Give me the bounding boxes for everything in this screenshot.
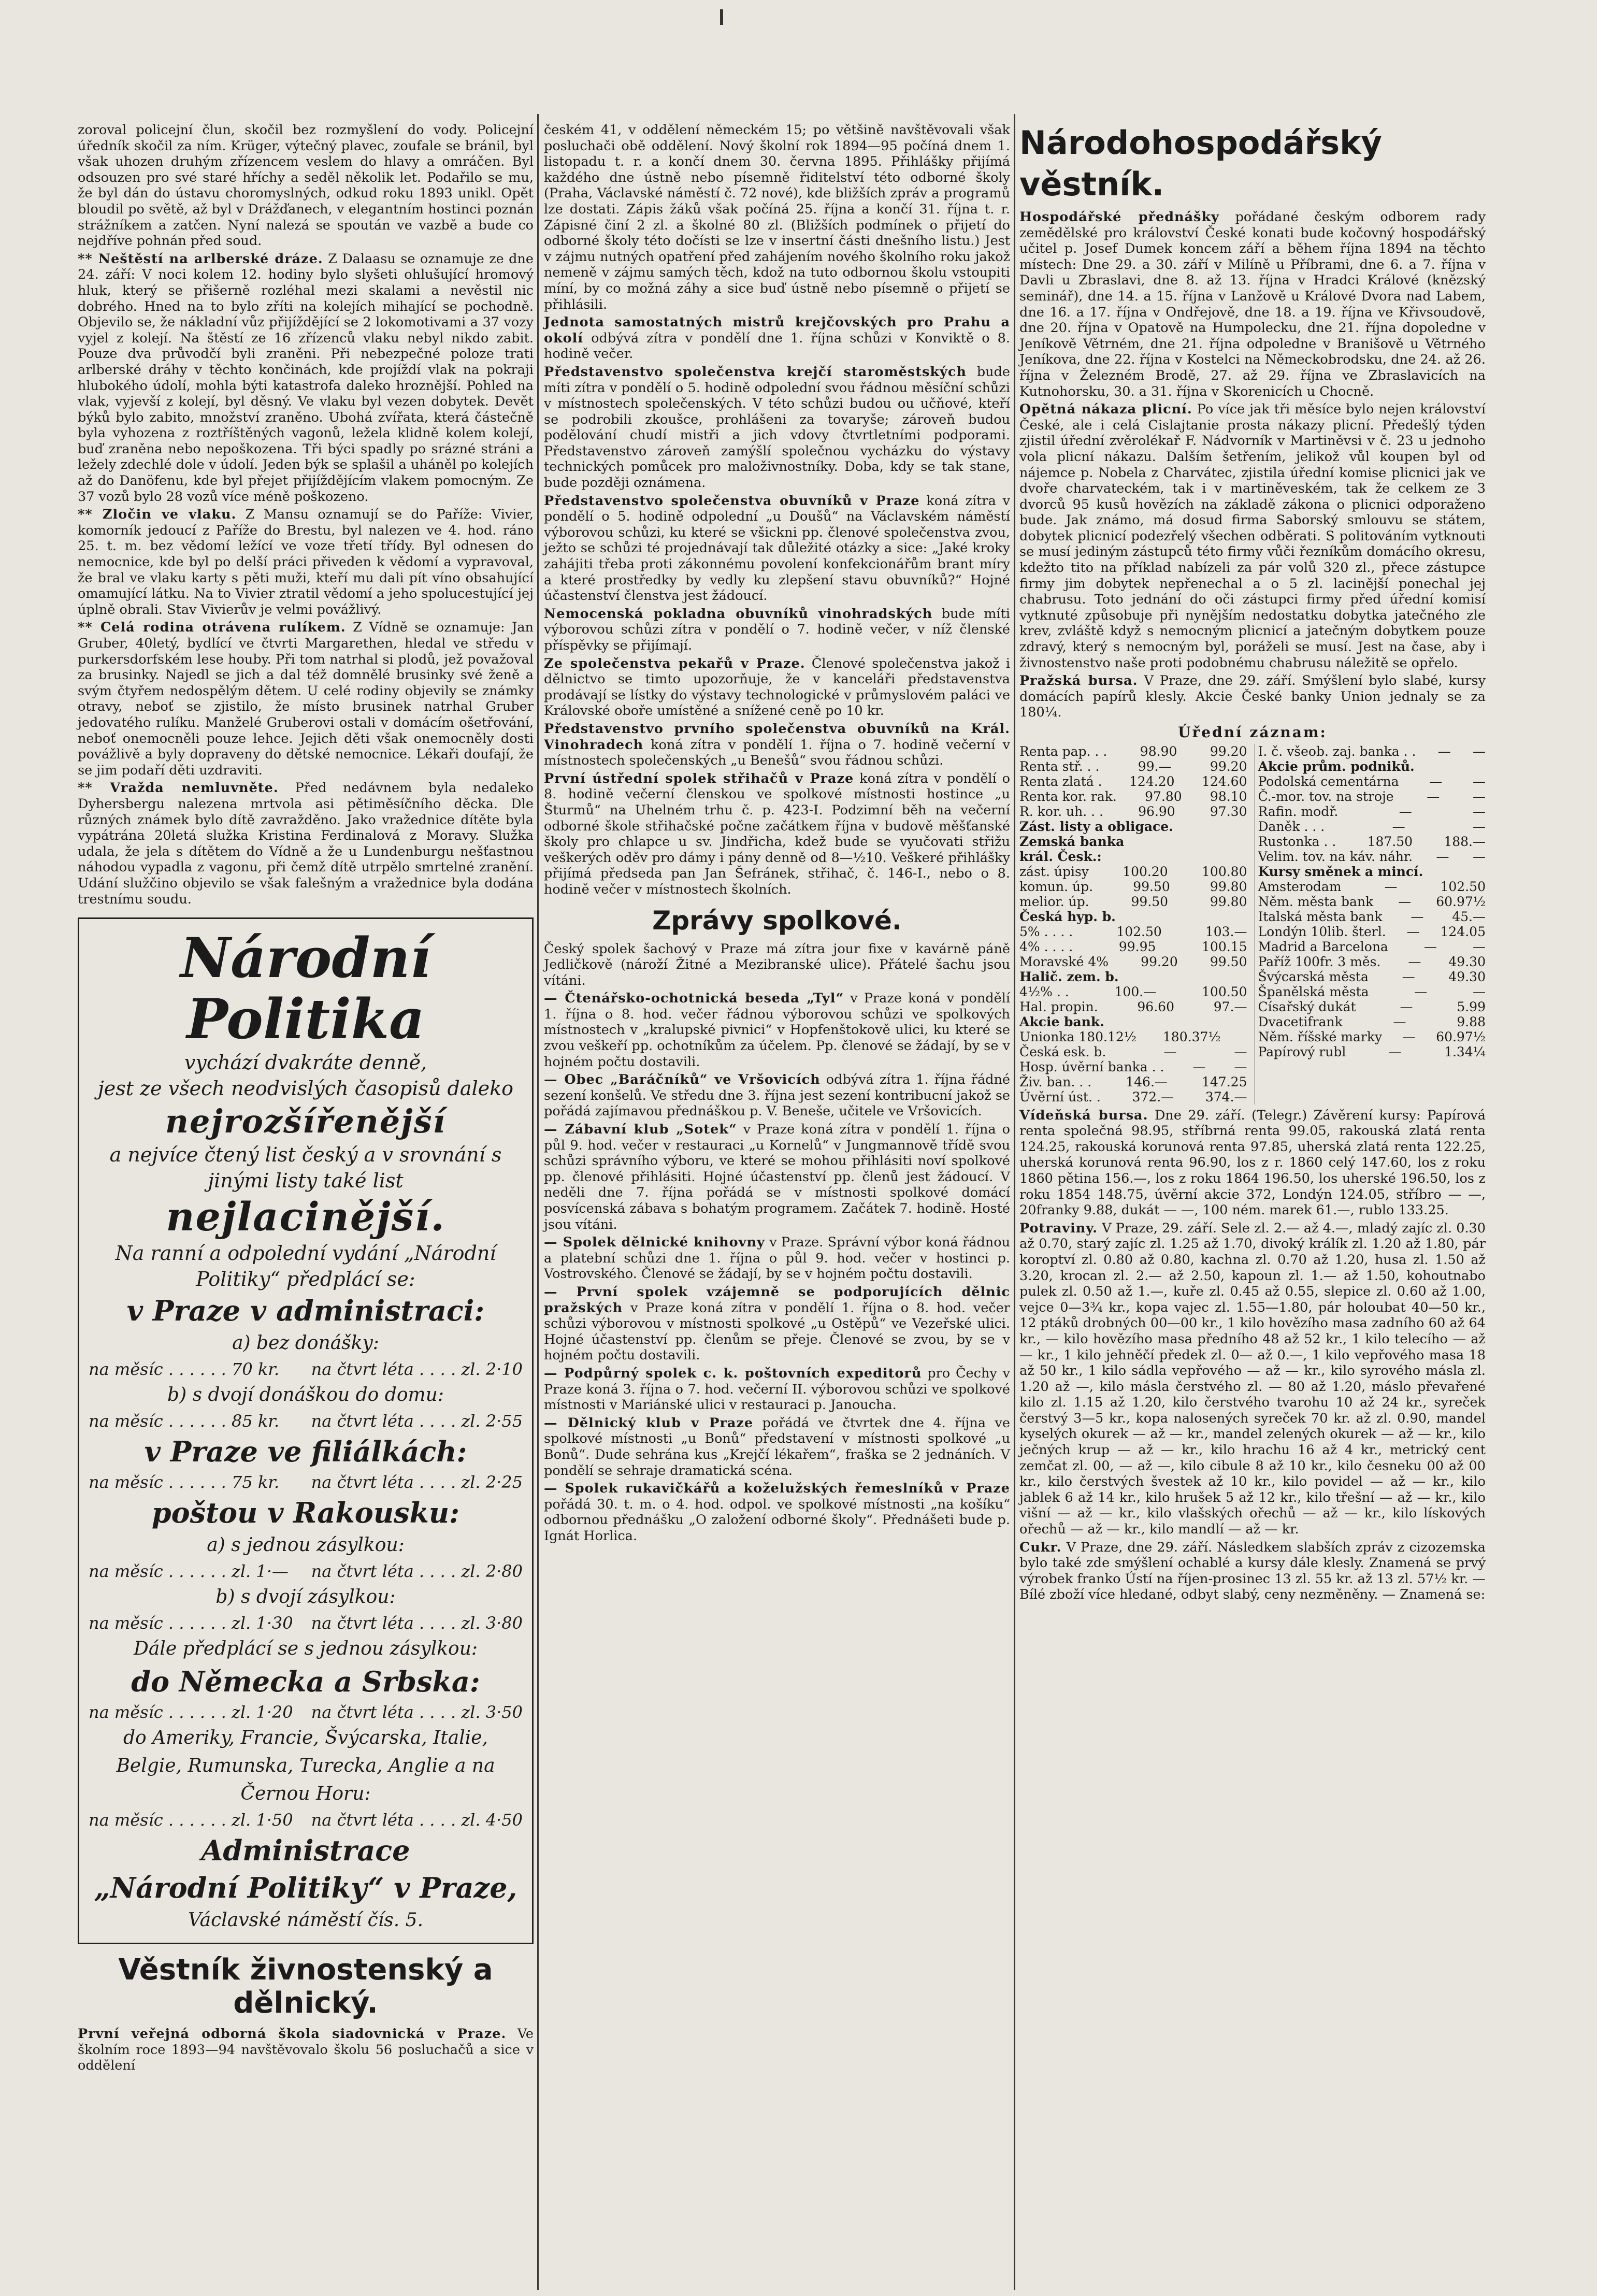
bourse-value: 97.— <box>1213 999 1247 1014</box>
bourse-item: Akcie bank. <box>1019 1014 1104 1029</box>
bourse-item: Londýn 10lib. šterl. <box>1258 924 1386 939</box>
bourse-item: Paříž 100fr. 3 měs. <box>1258 954 1381 969</box>
bourse-row <box>1019 804 1247 819</box>
article: Český spolek šachový v Praze má zítra jour fixe v kavárně páně Jedličkově (nároží Žitné a Mezibranské ulice). Přátelé šachu jsou vítáni. <box>544 941 1010 988</box>
article: — Obec „Baráčníků“ ve Vršovicích odbývá zítra 1. října řádné sezení konšelů. Ve středu dne 3. října jest sezení kontribucní jakož se pořádá zajímavou přednáškou p. V. Beneše, učitele ve Vršovicích. <box>544 1072 1011 1120</box>
bourse-value: 99.20 <box>1210 758 1247 774</box>
article-headline: Představenstvo prvního společenstva obuvníků na Král. Vinohradech <box>544 721 1010 753</box>
bourse-value: — <box>1408 954 1421 969</box>
bourse-value: 100.20 <box>1123 864 1168 879</box>
article: Opětná nákaza plicní. Po více jak tři měsíce bylo nejen království České, ale i celá Cislajtanie prosta nákazy plicní. Předešlý týden zjistil úřední zvěrolékař F. Nádvorník v Martiněvsi v č. 23 u jednoho vola plicní nákazu. Dalším šetřením, jelikož vůl koupen byl od nájemce p. Nobela z Charvátec, zjistila úřední komise plicnici jak ve dvoře charvateckém, tak i v martiněveském, tak že celkem ze 3 dvorců 95 kusů hovězích na základě zákona o plicnici odporaženo bude. Jak známo, má dosud firma Saborský smlouvu se státem, dobytek plicnicí podezřelý všechen odběrati. S politováním vytknouti se musí jediným zástupců této firmy vůči řezníkům domácího okresu, kdežto tito na příklad nabízeli za pár volů 320 zl., přece zástupce firmy jim dobytek nepřenechal a o 5 zl. lacinější ponechal jej chabrusu. Toto jednání do oči zástupci firmy před úřední komisí vytknuté způsobuje při nynějším nedostatku dobytka jatečného zle krev, zvláště když s nemocným plicnicí a jatečným dobytkem pouze zdravý, který s nemocným byl, poráželi se musí. Jest na čase, aby i živnostenstvo naše proti podobnému chabrusu náležitě se opřelo. <box>1019 401 1486 671</box>
bourse-value: 60.97½ <box>1436 894 1486 909</box>
bourse-row <box>1019 864 1247 879</box>
article-headline: Potraviny. <box>1019 1220 1098 1236</box>
article: — První spolek vzájemně se podporujících dělnic pražských v Praze koná zítra v pondělí 1. října o 8. hod. večer schůzi výborovou v místnosti spolkové „u Ostěpů“ ve Vezeřské ulici. Hojné účastenství pp. členům se přeje. Členové se zvou, by se v hojném počtu dostavili. <box>544 1284 1010 1364</box>
article-headline: ** Zločin ve vlaku. <box>78 507 237 523</box>
bourse-row <box>1019 834 1247 849</box>
bourse-item: Renta kor. rak. <box>1019 788 1117 804</box>
bourse-value: 99.— <box>1138 758 1172 774</box>
bourse-row <box>1258 819 1486 834</box>
bourse-value: — <box>1429 773 1443 789</box>
bourse-value: 100.80 <box>1202 864 1247 879</box>
article-headline: První veřejná odborná škola siadovnická v Praze. <box>78 2026 507 2042</box>
price-row: na měsíc . . . . . . 85 kr. na čtvrt léta . . . . zl. 2·55 <box>89 1411 523 1431</box>
bourse-value: 98.90 <box>1140 743 1177 759</box>
bourse-value: — <box>1473 819 1486 834</box>
bourse-value: — <box>1473 743 1486 759</box>
bourse-value: — <box>1406 924 1420 939</box>
bourse-item: Akcie prům. podniků. <box>1258 758 1415 774</box>
bourse-value: 147.25 <box>1202 1074 1247 1089</box>
bourse-row <box>1019 849 1247 864</box>
bourse-value: 100.— <box>1114 984 1157 999</box>
bourse-item: Hal. propin. <box>1019 999 1098 1014</box>
bourse-item: Švýcarská města <box>1258 969 1369 984</box>
bourse-row <box>1258 984 1486 999</box>
column-rule-1 <box>537 114 539 2290</box>
article-headline: — Čtenářsko-ochotnická beseda „Tyl“ <box>544 991 844 1007</box>
bourse-row <box>1019 789 1247 804</box>
bourse-value: 97.30 <box>1210 803 1247 819</box>
article-headline: Jednota samostatných mistrů krejčovských pro Prahu a okolí <box>544 314 1010 346</box>
article: — Spolek dělnické knihovny v Praze. Správní výbor koná řádnou a platební schůzi dne 1. října o půl 9. hod. večer v hostinci p. Vostrovského. Členové se žádají, by se v hojném počtu dostavili. <box>544 1235 1010 1282</box>
bourse-value: 49.30 <box>1448 969 1486 984</box>
bourse-row <box>1019 1089 1247 1104</box>
bourse-row <box>1258 864 1486 879</box>
bourse-row <box>1258 1014 1486 1029</box>
bourse-item: Něm. říšské marky <box>1258 1029 1383 1044</box>
bourse-value: — <box>1384 879 1398 894</box>
bourse-item: Hosp. úvěrní banka . . <box>1019 1059 1164 1074</box>
bourse-value: 49.30 <box>1448 954 1486 969</box>
bourse-item: Rustonka . . <box>1258 834 1336 849</box>
article-headline: Opětná nákaza plicní. <box>1019 401 1192 418</box>
bourse-item: Česká hyp. b. <box>1019 909 1116 924</box>
bourse-value: — <box>1402 969 1415 984</box>
bourse-item: Rafin. modř. <box>1258 803 1339 819</box>
bourse-value: — <box>1437 743 1451 759</box>
bourse-item: Kursy směnek a mincí. <box>1258 864 1423 879</box>
bourse-row <box>1258 909 1486 924</box>
article-headline: Pražská bursa. <box>1019 673 1138 689</box>
article: — Spolek rukavičkářů a koželužských řemeslníků v Praze pořádá 30. t. m. o 4. hod. odpol. ve spolkové místnosti „na košíku“ odbornou přednášku „O založení odborné školy“. Přednášeti bude p. Ignát Horlica. <box>544 1481 1010 1544</box>
bourse-item: Č.-mor. tov. na stroje <box>1258 788 1394 804</box>
bourse-item: Madrid a Barcelona <box>1258 939 1388 954</box>
bourse-value: 5.99 <box>1457 999 1486 1014</box>
bourse-item: Renta stř. . . <box>1019 758 1100 774</box>
article-headline: — Dělnický klub v Praze <box>544 1415 754 1431</box>
section-title: Věstník živnostenský a dělnický. <box>118 1953 493 2020</box>
bourse-value: 96.60 <box>1137 999 1174 1014</box>
bourse-value: 124.60 <box>1202 773 1247 789</box>
article: Představenstvo společenstva krejčí staroměstských bude míti zítra v pondělí o 5. hodině odpolední svou řádnou měsíční schůzi v místnostech společenských. V této schůzi budou ou učňové, kteří se podrobili zkoušce, prohlášeni za tovaryše; zároveň budou podělování chudí mistři a jich vdovy čtvrtletními podporami. Představenstvo zároveň zamýšlí společnou vycházku do výstavy technických pomůcek pro maloživnostníky. Doba, kdy se tak stane, bude později oznámena. <box>544 364 1011 491</box>
bourse-value: 99.50 <box>1131 894 1169 909</box>
bourse-value: 100.15 <box>1202 939 1247 954</box>
article: Cukr. V Praze, dne 29. září. Následkem slabších zpráv z cizozemska bylo také zde smýšlení ochablé a kursy dále klesly. Znamená se prvý výrobek franko Ústí na říjen-prosinec 13 zl. 55 kr. až 13 zl. 57½ kr. — Bílé zboží více hledané, odbyt slabý, ceny nezměněny. — Znamená se: <box>1019 1539 1486 1603</box>
article-headline: Nemocenská pokladna obuvníků vinohradských <box>544 606 933 622</box>
bourse-item: Něm. města bank <box>1258 894 1374 909</box>
bourse-row <box>1019 909 1247 924</box>
bourse-row <box>1258 924 1486 939</box>
bourse-item: melior. úp. <box>1019 894 1089 909</box>
bourse-value: — <box>1414 984 1428 999</box>
article: Představenstvo prvního společenstva obuvníků na Král. Vinohradech koná zítra v pondělí 1. října o 7. hodině večerní v místnostech společenských „u Benešů“ svou řádnou schůzi. <box>544 721 1011 769</box>
bourse-row <box>1258 999 1486 1014</box>
bourse-item: 5% . . . . <box>1019 924 1073 939</box>
bourse-row <box>1258 834 1486 849</box>
article: Představenstvo společenstva obuvníků v Praze koná zítra v pondělí o 5. hodině odpolední „u Doušů“ na Václavském náměstí výborovou schůzi, ku které se všickni pp. členové společenstva zvou, ježto se schůzi té projednávají tak důležité otázky a sice: „Jaké kroky zahájiti třeba proti zákonnému povolení konfekcionářům brant míry a které prostředky by vedly ku zlepšení stavu obuvníků?“ Hojné účastenství členstva jest žádoucí. <box>544 493 1011 604</box>
article: Vídeňská bursa. Dne 29. září. (Telegr.) Závěrení kursy: Papírová renta společná 98.95, stříbrná renta 99.05, rakouská zlatá renta 124.25, rakouská korunová renta 97.85, uherská zlatá renta 122.25, uherská korunová renta 96.90, los z r. 1860 celý 147.60, los z roku 1860 pětina 156.—, los z roku 1864 196.50, los uherské 196.50, los z roku 1854 148.75, úvěrní akcie 372, Londýn 124.05, stříbro — —, 20franky 9.88, dukát — —, 100 ném. marek 61.—, rublo 133.25. <box>1019 1107 1486 1218</box>
bourse-row <box>1019 894 1247 909</box>
section-title: Národohospodářský věstník. <box>1019 124 1382 203</box>
bourse-item: Moravské 4% <box>1019 954 1109 969</box>
bourse-row <box>1019 969 1247 984</box>
bourse-value: 45.— <box>1452 909 1486 924</box>
bourse-value: 102.50 <box>1440 879 1486 894</box>
bourse-value: 9.88 <box>1457 1014 1486 1029</box>
bourse-value: — <box>1423 939 1437 954</box>
bourse-row <box>1258 759 1486 774</box>
bourse-value: 99.80 <box>1210 894 1247 909</box>
article-headline: — Obec „Baráčníků“ ve Vršovicích <box>544 1072 821 1088</box>
bourse-item: Italská města bank <box>1258 909 1383 924</box>
bourse-row <box>1019 744 1247 759</box>
bourse-value: — <box>1411 909 1424 924</box>
bourse-column-left <box>1019 744 1247 1104</box>
bourse-row <box>1019 1029 1247 1044</box>
column-2 <box>544 122 1010 2262</box>
article: Potraviny. V Praze, 29. září. Sele zl. 2.— až 4.—, mladý zajíc zl. 0.30 až 0.70, starý zajíc zl. 1.25 až 1.70, divoký králík zl. 1.20 až 1.80, pár koroptví zl. 0.80 až 0.80, kachna zl. 0.70 až 1.20, husa zl. 1.50 až 3.20, krocan zl. 2.— až 2.50, kapoun zl. 1.— až 1.50, kohoutnabo pulek zl. 0.50 až 1.—, kuře zl. 0.45 až 0.55, slepice zl. 0.60 až 1.00, vejce 0—3¾ kr., kopa vajec zl. 1.55—1.80, pár holoubat 40—50 kr., 12 ptáků drobných 00—00 kr., 1 kilo hovězího masa zadního 60 až 64 kr., — kilo hovězího masa předního 48 až 52 kr., 1 kilo telecího — až — kr., 1 kilo jehněčí předek zl. 0— až 0.—, 1 kilo vepřového masa 18 až 50 kr., 1 kilo sádla vepřového — až — kr., kilo syrového másla zl. 1.20 až —, kilo másla čerstvého zl. — 80 až 1.20, máslo převařené kilo zl. 1.15 až 1.20, kilo čerstvého tvarohu 10 až 24 kr., syreček čerstvý 3—5 kr., kopa nalosených syreček 70 kr. až zl. 0.90, mandel kyselých okurek — až — kr., mandel zelených okurek — až — kr., kilo ječných krup — až — kr., kilo hrachu 16 až 4 kr., metrický cent zemčat zl. 00, — až —, kilo cibule 8 až 10 kr., kilo česneku 00 až 00 kr., kilo čerstvých švestek až 10 kr., kilo povidel — až — kr., kilo jablek 6 až 14 kr., kilo hrušek 5 až 12 kr., kilo třešní — až — kr., kilo višní — až — kr., kilo vlašských ořechů — až — kr., kilo lískových ořechů — až — kr., kilo mandlí — až — kr. <box>1019 1220 1486 1538</box>
bourse-value: 180.37½ <box>1162 1029 1221 1044</box>
bourse-value: — <box>1402 1029 1416 1044</box>
article: ** Vražda nemluvněte. Před nedávnem byla nedaleko Dyhersbergu nalezena mrtvola asi pětiměsíčního děcka. Dle různých známek bylo dítě zavražděno. Jako vražednice dítěte byla vypátrána 20letá služka Kristina Ferdinalová z Moravy. Služka udala, že jela s dítětem do Vídně a že u Lundenburgu nešťastnou náhodou vypadla z vagonu, při čemž dítě utrpělo smrtelné zranění. Udání služčino objevilo se však falešným a vražednice byla dodána trestnímu soudu. <box>78 780 534 907</box>
bourse-value: 146.— <box>1126 1074 1168 1089</box>
bourse-item: Podolská cementárna <box>1258 773 1399 789</box>
bourse-value: 374.— <box>1205 1089 1247 1104</box>
article: Pražská bursa. V Praze, dne 29. září. Smýšlení bylo slabé, kursy domácích papírů klesly. Akcie České banky Union jednaly se za 180¼. <box>1019 673 1486 721</box>
bourse-value: — <box>1472 803 1486 819</box>
article: Nemocenská pokladna obuvníků vinohradských bude míti výborovou schůzi zítra v pondělí o 7. hodině večer, v níž členské příspěvky se přijímají. <box>544 606 1010 653</box>
price-row: na měsíc . . . . . . zl. 1·20 na čtvrt léta . . . . zl. 3·50 <box>89 1702 523 1723</box>
subscription-advertisement: Národní Politika vychází dvakráte denně, jest ze všech neodvislých časopisů daleko nejrozšířenější a nejvíce čtený list český a v srovnání s jinými listy také list nejlacinější. Na ranní a odpolední vydání „Národní Politiky“ předplácí se: v Praze v administraci: a) bez donášky: na měsíc . . . . . . 70 kr. na čtvrt léta . . . . zl. 2·10 b) s dvojí donáškou do domu: na měsíc . . . . . . 85 kr. na čtvrt léta . . . . zl. 2·55 v Praze ve filiálkách: na měsíc . . . . . . 75 kr. na čtvrt léta . . . . zl. 2·25 poštou v Rakousku: a) s jednou zásylkou: na měsíc . . . . . . zl. 1·— na čtvrt léta . . . . zl. 2·80 b) s dvojí zásylkou: na měsíc . . . . . . zl. 1·30 na čtvrt léta . . . . zl. 3·80 Dále předplácí se s jednou zásylkou: do Německa a Srbska: na měsíc . . . . . . zl. 1·20 na čtvrt léta . . . . zl. 3·50 do Ameriky, Francie, Švýcarska, Italie, Belgie, Rumunska, Turecka, Anglie a na Černou Horu: na měsíc . . . . . . zl. 1·50 na čtvrt léta . . . . zl. 4·50 Administrace „Národní Politiky“ v Praze, Václavské náměstí čís. 5. <box>78 917 534 1944</box>
article-headline: Cukr. <box>1019 1539 1062 1555</box>
bourse-item: Daněk . . . <box>1258 819 1325 834</box>
column-1 <box>78 122 534 2262</box>
bourse-item: zást. úpisy <box>1019 864 1089 879</box>
bourse-value: — <box>1436 849 1449 864</box>
bourse-value: 99.95 <box>1118 939 1156 954</box>
column-rule-2 <box>1014 114 1015 2290</box>
bourse-value: — <box>1234 1044 1247 1059</box>
bourse-row <box>1258 939 1486 954</box>
article-headline: Ze společenstva pekařů v Praze. <box>544 655 805 671</box>
bourse-value: — <box>1427 788 1440 804</box>
bourse-row <box>1019 774 1247 789</box>
bourse-item: Velim. tov. na káv. náhr. <box>1258 849 1413 864</box>
article: — Čtenářsko-ochotnická beseda „Tyl“ v Praze koná v pondělí 1. října o 8. hod. večer řádnou výborovou schůzi ve spolkových místnostech v „kralupské pivnici“ v Hopfenštokově ulici, ku které se zvou veškeří pp. ochotníkům za účelem. Pp. členové se žádají, by se v hojném počtu dostavili. <box>544 991 1010 1070</box>
bourse-value: 124.05 <box>1440 924 1486 939</box>
bourse-value: — <box>1392 819 1405 834</box>
bourse-row <box>1019 984 1247 999</box>
article-headline: — Podpůrný spolek c. k. poštovních expeditorů <box>544 1365 922 1381</box>
bourse-item: Unionka 180.12½ <box>1019 1029 1137 1044</box>
article: — Zábavní klub „Sotek“ v Praze koná zítra v pondělí 1. října o půl 9. hod. večer v restauraci „u Kornelů“ v Jungmannově třídě svou schůzi správního výboru, ve které se mohou přihlásiti noví spolkové pp. členové přihlásiti. Hojné účastenství pp. členů jest žádoucí. V neděli dne 7. října pořádá se v místnosti spolkové domácí posvícenská zábava s bohatým programem. Začátek 7. hodině. Hosté jsou vítáni. <box>544 1122 1011 1232</box>
bourse-row <box>1258 849 1486 864</box>
price-row: na měsíc . . . . . . zl. 1·— na čtvrt léta . . . . zl. 2·80 <box>89 1561 523 1582</box>
price-row: na měsíc . . . . . . zl. 1·30 na čtvrt léta . . . . zl. 3·80 <box>89 1613 523 1633</box>
bourse-item: Živ. ban. . . <box>1019 1074 1092 1089</box>
bourse-item: Halič. zem. b. <box>1019 969 1119 984</box>
bourse-value: 97.80 <box>1145 788 1182 804</box>
article-headline: Hospodářské přednášky <box>1019 209 1219 225</box>
bourse-row <box>1019 879 1247 894</box>
bourse-row <box>1258 1044 1486 1059</box>
bourse-row <box>1019 999 1247 1014</box>
ad-title: Národní Politika <box>180 925 431 1052</box>
bourse-item: Zemská banka <box>1019 834 1125 849</box>
bourse-row <box>1019 939 1247 954</box>
bourse-row <box>1019 759 1247 774</box>
bourse-row <box>1258 804 1486 819</box>
bourse-row <box>1019 924 1247 939</box>
price-row: na měsíc . . . . . . 75 kr. na čtvrt léta . . . . zl. 2·25 <box>89 1472 523 1493</box>
bourse-item: Zást. listy a obligace. <box>1019 819 1173 834</box>
price-row: na měsíc . . . . . . zl. 1·50 na čtvrt léta . . . . zl. 4·50 <box>89 1810 523 1830</box>
article: Jednota samostatných mistrů krejčovských pro Prahu a okolí odbývá zítra v pondělí dne 1. října schůzi v Konviktě o 8. hodině večer. <box>544 314 1010 362</box>
bourse-value: 100.50 <box>1202 984 1247 999</box>
bourse-item: Dvacetifrank <box>1258 1014 1343 1029</box>
article: českém 41, v oddělení německém 15; po většině navštěvovali však posluchači obě oddělení. Nový školní rok 1894—95 počíná dnem 1. listopadu t. r. a končí dnem 30. června 1895. Přihlášky přijímá každého dne ústně nebo písemně řiditelství této odborné školy (Praha, Václavské náměstí č. 72 nové), kde bližších zpráv a programů lze dostati. Zápis žáků však počíná 25. října a končí 31. října t. r. Zápisné činí 2 zl. a školné 80 zl. (Bližších podmínek o přijetí do odborné školy této dočísti se lze v insertní části dnešního listu.) Jest v zájmu nutných opatření před zahájením nového školního roku jakož nemeně v zájmu samých těch, kdož na tuto odbornou školu vstoupiti míní, by co možná záhy a sice buď ústně nebo písemně o přijetí se přihlásili. <box>544 122 1010 312</box>
article: — Dělnický klub v Praze pořádá ve čtvrtek dne 4. října ve spolkové místnosti „u Bonů“ představení v místnosti spolkové „u Bonů“. Dude sehrána kus „Krejčí lékařem“, fraška se 2 jednáních. V pondělí se sehraje dramatická scéna. <box>544 1415 1010 1479</box>
bourse-value: 1.34¼ <box>1444 1044 1486 1059</box>
article: — Podpůrný spolek c. k. poštovních expeditorů pro Čechy v Praze koná 3. října o 7. hod. večerní II. výborovou schůzi ve spolkové místnosti v Mariánské ulici v restauraci p. Janoucha. <box>544 1365 1010 1413</box>
article: ** Zločin ve vlaku. Z Mansu oznamují se do Paříže: Vivier, komorník jedoucí z Paříže do Brestu, byl nalezen ve 4. hod. ráno 25. t. m. bez vědomí ležící ve voze třetí třídy. Byl odnesen do nemocnice, kde byl po delší práci přiveden k vědomí a vypravoval, že bral ve vlaku karty s pěti muži, kteří mu dali pít víno obsahující omamující látku. Na to Vivier ztratil vědomí a jeho spolucestující jej úplně obrali. Stav Vivierův je velmi povážlivý. <box>78 507 534 618</box>
bourse-item: Španělská města <box>1258 984 1369 999</box>
bourse-row <box>1258 789 1486 804</box>
bourse-value: 99.20 <box>1210 743 1247 759</box>
bourse-table-title: Úřední záznam: <box>1178 724 1327 741</box>
bourse-row <box>1019 1059 1247 1074</box>
article-headline: — Spolek rukavičkářů a koželužských řemeslníků v Praze <box>544 1481 1010 1497</box>
bourse-value: 60.97½ <box>1436 1029 1486 1044</box>
top-mark <box>720 9 723 25</box>
article-headline: ** Neštěstí na arlberské dráze. <box>78 251 323 267</box>
bourse-column-right <box>1255 744 1486 1104</box>
bourse-row <box>1019 819 1247 834</box>
bourse-value: — <box>1400 999 1413 1014</box>
article: zoroval policejní člun, skočil bez rozmyšlení do vody. Policejní úředník skočil za ním. Krüger, výtečný plavec, zoufale se bránil, byl však uhozen druhým zřízencem veslem do hlavy a omráčen. Byl odsouzen pro své staré hříchy a seděl několik let. Podařilo se mu, že byl dán do ústavu choromyslných, odkud roku 1893 unikl. Opět bloudil po světě, až byl v Drážďanech, v elegantním hostinci poznán strážníkem a zatčen. Nyní nalezá se spoután ve vazbě a bude co nejdříve pohnán před soud. <box>78 122 534 249</box>
article: První veřejná odborná škola siadovnická v Praze. Ve školním roce 1893—94 navštěvovalo školu 56 posluchačů a sice v oddělení <box>78 2026 534 2074</box>
article-headline: První ústřední spolek střihačů v Praze <box>544 770 854 786</box>
article: Ze společenstva pekařů v Praze. Členové společenstva jakož i dělnictvo se timto upozorňuje, že v kanceláři představenstva prodávají se lístky do výstavy technologické v průmyslovém paláci ve Královské oboře umístěné a snížené ceně po 10 kr. <box>544 655 1010 719</box>
article: ** Celá rodina otrávena rulíkem. Z Vídně se oznamuje: Jan Gruber, 40letý, bydlící ve čtvrti Margarethen, hledal ve středu v purkersdorfském lese houby. Při tom natrhal si plodů, jež považoval za brusinky. Najedl se jich a dal též domnělé brusinky své ženě a svým čtyřem nedospělým dětem. U celé rodiny objevily se známky otravy, neboť se zjistilo, že místo brusinek natrhal Gruber jedovatého rulíku. Manželé Gruberovi ostali v domácím ošetřování, neboť onemocněli pouze lehce. Jejich děti však onemocněly dosti povážlivě a byly dopraveny do dětské nemocnice. Lékaři doufají, že se jim podaří děti uzdraviti. <box>78 620 534 778</box>
bourse-row <box>1258 744 1486 759</box>
bourse-item: komun. úp. <box>1019 879 1094 894</box>
bourse-row <box>1258 969 1486 984</box>
bourse-value: — <box>1399 803 1412 819</box>
price-row: na měsíc . . . . . . 70 kr. na čtvrt léta . . . . zl. 2·10 <box>89 1359 523 1380</box>
article-headline: Vídeňská bursa. <box>1019 1107 1148 1123</box>
bourse-row <box>1019 1014 1247 1029</box>
article-headline: — Zábavní klub „Sotek“ <box>544 1122 737 1138</box>
bourse-value: 103.— <box>1205 924 1247 939</box>
bourse-row <box>1258 954 1486 969</box>
bourse-value: — <box>1398 894 1412 909</box>
bourse-value: 99.50 <box>1210 954 1247 969</box>
bourse-table <box>1019 744 1486 1104</box>
bourse-row <box>1258 774 1486 789</box>
bourse-value: — <box>1163 1044 1177 1059</box>
bourse-value: 188.— <box>1444 834 1486 849</box>
bourse-value: — <box>1388 1044 1402 1059</box>
bourse-value: 187.50 <box>1367 834 1413 849</box>
article-headline: Představenstvo společenstva krejčí staroměstských <box>544 364 967 380</box>
bourse-row <box>1258 1029 1486 1044</box>
bourse-value: 124.20 <box>1129 773 1175 789</box>
bourse-item: Renta pap. . . <box>1019 743 1107 759</box>
article-headline: ** Vražda nemluvněte. <box>78 780 279 796</box>
article-headline: ** Celá rodina otrávena rulíkem. <box>78 620 346 636</box>
bourse-value: 102.50 <box>1116 924 1162 939</box>
bourse-value: — <box>1472 984 1486 999</box>
bourse-item: Papírový rubl <box>1258 1044 1346 1059</box>
bourse-item: Česká esk. b. <box>1019 1044 1106 1059</box>
section-title: Zprávy spolkové. <box>652 905 902 936</box>
bourse-value: — <box>1472 773 1486 789</box>
article: Hospodářské přednášky pořádané českým odborem rady zemědělské pro království České konati bude kočovný hospodářský učitel p. Josef Dumek koncem září a během října 1894 na těchto místech: Dne 29. a 30. září v Milíně u Příbrami, dne 6. a 7. října v Davli u Zbraslavi, dne 8. až 13. října v Hradci Králové (knězský seminář), dne 14. a 15. října v Lanžově u Králové Dvora nad Labem, dne 16. a 17. října v Ondřejově, dne 18. a 19. října ve Křivsoudově, dne 20. října v Opatově na Humpolecku, dne 21. října dopoledne v Jeníkově Větrném, dne 21. října odpoledne v Branišově u Větrného Jeníkova, dne 22. října v Kostelci na Německobrodsku, dne 24. až 26. října v Železném Brodě, 27. až 29. října ve Zbraslavicích na Kutnohorsku, 30. a 31. října v Skorenicích u Chocně. <box>1019 209 1486 399</box>
bourse-value: 99.80 <box>1210 879 1247 894</box>
bourse-item: I. č. všeob. zaj. banka . . <box>1258 743 1416 759</box>
column-3 <box>1019 122 1486 2262</box>
bourse-value: — <box>1472 788 1486 804</box>
bourse-row <box>1019 1044 1247 1059</box>
article-headline: — Spolek dělnické knihovny <box>544 1235 765 1251</box>
bourse-value: 372.— <box>1132 1089 1174 1104</box>
bourse-value: 98.10 <box>1210 788 1247 804</box>
bourse-row <box>1019 954 1247 969</box>
bourse-value: 99.50 <box>1133 879 1170 894</box>
article: ** Neštěstí na arlberské dráze. Z Dalaasu se oznamuje ze dne 24. září: V noci kolem 12. hodiny bylo slyšeti ohlušující hromový hluk, který se přišerně rozléhal mezi skalami a nevěstil nic dobrého. Hned na to bylo zříti na kolejích mihající se pochodně. Objevilo se, že nákladní vůz přijíždějící se 2 lokomotivami a 37 vozy vyjel z kolejí. Na štěstí ze 16 zřízenců vlaku nebyl nikdo zabit. Pouze dva průvodčí byli zraněni. Při nebezpečné poloze trati arlberské dráhy v těchto končinách, kde projíždí vlak na pokraji hlubokého údolí, mohla býti katastrofa daleko hroznější. Pohled na vlak, vyjevší z kolejí, byl děsný. Ve vlaku byl vezen dobytek. Devět býků bylo zabito, množství zraněno. Ubohá zvířata, která částečně byla vyhozena z roztříštěných vagonů, ležela klidně kolem kolejí, buď zraněna nebo nepoškozena. Tři býci spadly po srázné stráni a ležely zdechlé dole v údolí. Jeden býk se splašil a uháněl po kolejích až do Danöfenu, kde byl přejet přijíždějícím vlakem pomocným. Ze 37 vozů bylo 28 vozů více méně poškozeno. <box>78 251 534 505</box>
bourse-value: — <box>1393 1014 1406 1029</box>
bourse-item: R. kor. uh. . . <box>1019 803 1103 819</box>
article-headline: Představenstvo společenstva obuvníků v Praze <box>544 493 920 509</box>
bourse-item: 4% . . . . <box>1019 939 1073 954</box>
bourse-item: Renta zlatá . <box>1019 773 1102 789</box>
bourse-item: 4½% . . <box>1019 984 1069 999</box>
bourse-item: Úvěrní úst. . <box>1019 1089 1101 1104</box>
bourse-item: Amsterodam <box>1258 879 1342 894</box>
bourse-value: — <box>1472 849 1486 864</box>
bourse-row <box>1019 1074 1247 1089</box>
article: První ústřední spolek střihačů v Praze koná zítra v pondělí o 8. hodině večerní členskou ve spolkové místnosti hostince „u Šturmů“ na Uhelném trhu č. p. 423-I. Podzimní běh na večerní odborné škole střihačské počne začátkem října v budově měšťanské školy pro chlapce u sv. Jindřicha, kdež bude se vyučovati střižu veškerých oděv pro dámy i pány denně od 8—½10. Veškeré přihlášky přijímá předseda pan Jan Šefránek, střihač, č. 146-I., nebo o 8. hodině večer v místnostech školních. <box>544 770 1010 897</box>
bourse-value: — <box>1192 1059 1206 1074</box>
article-headline: — První spolek vzájemně se podporujících dělnic pražských <box>544 1284 1010 1316</box>
bourse-value: — <box>1234 1059 1247 1074</box>
bourse-value: 96.90 <box>1138 803 1175 819</box>
bourse-value: 99.20 <box>1141 954 1178 969</box>
bourse-value: — <box>1473 939 1486 954</box>
bourse-item: král. Česk.: <box>1019 849 1102 864</box>
bourse-item: Císařský dukát <box>1258 999 1356 1014</box>
bourse-row <box>1258 894 1486 909</box>
bourse-row <box>1258 879 1486 894</box>
